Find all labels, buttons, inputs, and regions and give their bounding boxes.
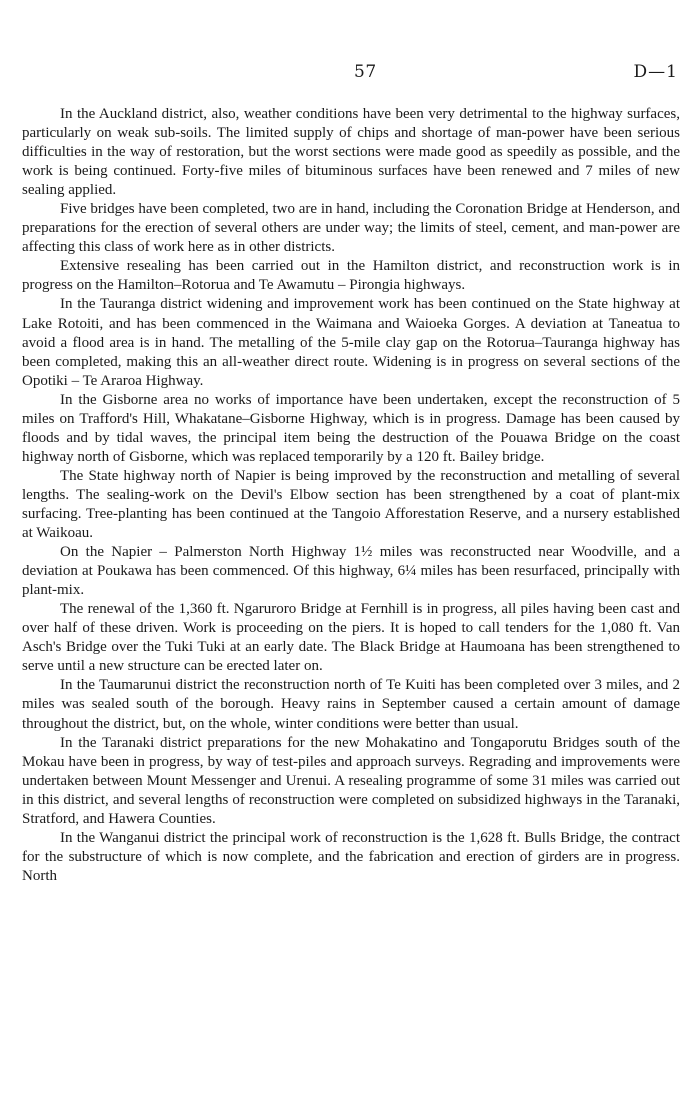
- paragraph-ngaruroro-bridge: The renewal of the 1,360 ft. Ngaruroro Bridge at Fernhill is in progress, all piles having been cast and over half of these driven. Work is proceeding on the piers. It is hoped to call tenders for the 1,080 ft. Van Asch's Bridge over the Tuki Tuki at an early date. The Black Bridge at Haumoana has been strengthened to serve until a new structure can be erected later on.: [22, 601, 680, 675]
- paragraph-gisborne-area: In the Gisborne area no works of importance have been undertaken, except the reconstruction of 5 miles on Trafford's Hill, Whakatane–Gisborne Highway, which is in progress. Damage has been caused by floods and by tidal waves, the principal item being the destruction of the Pouawa Bridge on the coast highway north of Gisborne, which was replaced temporarily by a 120 ft. Bailey bridge.: [22, 391, 680, 465]
- body-text: [22, 105, 680, 886]
- paragraph-taranaki-district: In the Taranaki district preparations for the new Mohakatino and Tongaporutu Bridges south of the Mokau have been in progress, by way of test-piles and approach surveys. Regrading and improvements were undertaken between Mount Messenger and Urenui. A resealing programme of some 31 miles was carried out in this district, and several lengths of reconstruction were completed on subsidized highways in the Taranaki, Stratford, and Hawera Counties.: [22, 734, 680, 827]
- page-number: 57: [354, 62, 377, 82]
- paragraph-taumarunui-district: In the Taumarunui district the reconstruction north of Te Kuiti has been completed over 3 miles, and 2 miles was sealed south of the borough. Heavy rains in September caused a certain amount of damage throughout the district, but, on the whole, winter conditions were better than usual.: [22, 677, 680, 732]
- paragraph-auckland-district: In the Auckland district, also, weather conditions have been very detrimental to the highway surfaces, particularly on weak sub-soils. The limited supply of chips and shortage of man-power have been serious difficulties in the way of restoration, but the worst sections were made good as speedily as possible, and the work is being continued. Forty-five miles of bituminous surfaces have been renewed and 7 miles of new sealing applied.: [22, 106, 680, 199]
- paragraph-tauranga-district: In the Tauranga district widening and improvement work has been continued on the State highway at Lake Rotoiti, and has been commenced in the Waimana and Waioeka Gorges. A deviation at Taneatua to avoid a flood area is in hand. The metalling of the 5-mile clay gap on the Rotorua–Tauranga highway has been completed, making this an all-weather direct route. Widening is in progress on several sections of the Opotiki – Te Araroa Highway.: [22, 296, 680, 389]
- page-header: [0, 62, 700, 86]
- paragraph-napier-palmerston-highway: On the Napier – Palmerston North Highway 1½ miles was reconstructed near Woodville, and a deviation at Poukawa has been commenced. Of this highway, 6¼ miles has been resurfaced, principally with plant-mix.: [22, 544, 680, 599]
- paragraph-auckland-bridges: Five bridges have been completed, two are in hand, including the Coronation Bridge at Henderson, and preparations for the erection of several others are under way; the limits of steel, cement, and man-power are affecting this class of work here as in other districts.: [22, 201, 680, 256]
- paragraph-hamilton-district: Extensive resealing has been carried out in the Hamilton district, and reconstruction work is in progress on the Hamilton–Rotorua and Te Awamutu – Pirongia highways.: [22, 258, 680, 294]
- paragraph-napier-highway: The State highway north of Napier is being improved by the reconstruction and metalling of several lengths. The sealing-work on the Devil's Elbow section has been strengthened by a coat of plant-mix surfacing. Tree-planting has been continued at the Tangoio Afforestation Reserve, and a nursery established at Waikoau.: [22, 467, 680, 542]
- paragraph-wanganui-district: In the Wanganui district the principal work of reconstruction is the 1,628 ft. Bulls Bridge, the contract for the substructure of which is now complete, and the fabrication and erection of girders are in progress. North: [22, 829, 680, 884]
- document-reference: D—1: [633, 62, 678, 82]
